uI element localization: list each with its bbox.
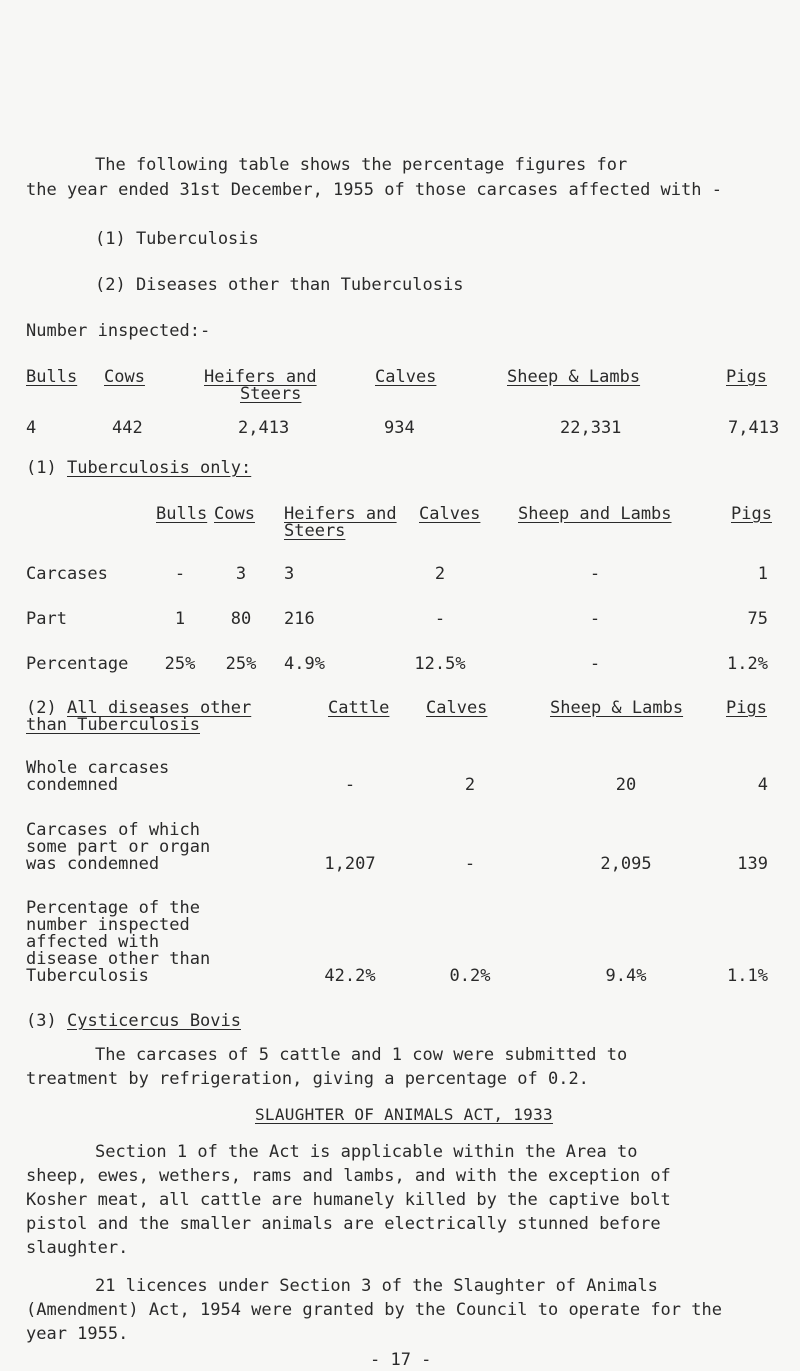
cysticercus-text-line-2: treatment by refrigeration, giving a percentage of 0.2. <box>26 1069 589 1089</box>
tb-cell: 1 <box>174 609 186 629</box>
slaughter-p1-line: pistol and the smaller animals are electrically stunned before <box>26 1214 661 1234</box>
other-section-title-line-1: All diseases other <box>67 698 252 718</box>
slaughter-p1-line: sheep, ewes, wethers, rams and lambs, and with the exception of <box>26 1166 671 1186</box>
inspected-header-heifers: Heifers and <box>204 367 317 387</box>
other-row-label: Whole carcases <box>26 758 170 778</box>
inspected-value-calves: 934 <box>384 418 415 438</box>
other-cell: 42.2% <box>324 966 376 986</box>
slaughter-heading: SLAUGHTER OF ANIMALS ACT, 1933 <box>255 1105 553 1124</box>
tb-cell: - <box>589 609 601 629</box>
tb-header-pigs: Pigs <box>731 504 772 524</box>
cysticercus-section-title: Cysticercus Bovis <box>67 1011 241 1031</box>
other-cell: - <box>464 854 476 874</box>
tb-cell: 2 <box>434 564 446 584</box>
tb-header-cows: Cows <box>214 504 255 524</box>
tb-cell: 80 <box>230 609 252 629</box>
tb-header-heifers: Heifers and <box>284 504 397 524</box>
tb-cell: 1 <box>757 564 768 584</box>
slaughter-p2-line: 21 licences under Section 3 of the Slaughter of Animals <box>95 1276 658 1296</box>
other-row-label: Tuberculosis <box>26 966 149 986</box>
tb-section-title: Tuberculosis only: <box>67 458 252 478</box>
tb-header-calves: Calves <box>419 504 481 524</box>
inspected-value-cows: 442 <box>112 418 143 438</box>
other-cell: - <box>344 775 356 795</box>
cysticercus-text-line-1: The carcases of 5 cattle and 1 cow were submitted to <box>95 1045 628 1065</box>
tb-header-bulls: Bulls <box>156 504 208 524</box>
slaughter-p1-line: Kosher meat, all cattle are humanely killed by the captive bolt <box>26 1190 671 1210</box>
tb-header-steers: Steers <box>284 521 346 541</box>
intro-line-1: The following table shows the percentage figures for <box>95 155 628 175</box>
inspected-value-pigs: 7,413 <box>728 418 780 438</box>
other-cell: 2 <box>464 775 476 795</box>
slaughter-p1-line: Section 1 of the Act is applicable within the Area to <box>95 1142 638 1162</box>
tb-section-number: (1) <box>26 458 57 478</box>
tb-row-label: Percentage <box>26 654 129 674</box>
inspected-header-pigs: Pigs <box>726 367 767 387</box>
tb-cell: - <box>434 609 446 629</box>
inspected-header-calves: Calves <box>375 367 437 387</box>
inspected-value-sheep: 22,331 <box>560 418 622 438</box>
other-section-title-line-2: than Tuberculosis <box>26 715 200 735</box>
inspected-value-bulls: 4 <box>26 418 37 438</box>
other-cell: 139 <box>737 854 768 874</box>
tb-cell: 216 <box>284 609 315 629</box>
tb-cell: 3 <box>235 564 247 584</box>
tb-cell: 12.5% <box>414 654 466 674</box>
other-cell: 1.1% <box>727 966 768 986</box>
tb-row-label: Part <box>26 609 67 629</box>
other-header-calves: Calves <box>426 698 488 718</box>
cysticercus-section-number: (3) <box>26 1011 57 1031</box>
tb-cell: 25% <box>225 654 257 674</box>
tb-cell: 25% <box>164 654 196 674</box>
tb-cell: 3 <box>284 564 295 584</box>
other-cell: 0.2% <box>449 966 491 986</box>
other-section-number: (2) <box>26 698 57 718</box>
other-cell: 2,095 <box>600 854 652 874</box>
tb-cell: 4.9% <box>284 654 325 674</box>
intro-item-1: (1) Tuberculosis <box>95 229 259 249</box>
other-row-label: disease other than <box>26 949 211 969</box>
other-cell: 9.4% <box>605 966 647 986</box>
other-header-sheep: Sheep & Lambs <box>550 698 684 718</box>
tb-cell: - <box>589 654 601 674</box>
other-row-label: some part or organ <box>26 837 211 857</box>
slaughter-p1-line: slaughter. <box>26 1238 129 1258</box>
other-cell: 1,207 <box>324 854 376 874</box>
inspected-label: Number inspected:- <box>26 321 211 341</box>
inspected-header-steers: Steers <box>240 384 302 404</box>
other-row-label: condemned <box>26 775 119 795</box>
other-row-label: affected with <box>26 932 160 952</box>
tb-cell: 75 <box>747 609 768 629</box>
inspected-header-cows: Cows <box>104 367 145 387</box>
other-header-cattle: Cattle <box>328 698 390 718</box>
tb-cell: - <box>589 564 601 584</box>
tb-header-sheep: Sheep and Lambs <box>518 504 672 524</box>
other-header-pigs: Pigs <box>726 698 767 718</box>
inspected-value-heifers: 2,413 <box>238 418 290 438</box>
other-row-label: Carcases of which <box>26 820 200 840</box>
intro-line-2: the year ended 31st December, 1955 of those carcases affected with - <box>26 180 722 200</box>
tb-cell: 1.2% <box>727 654 768 674</box>
tb-row-label: Carcases <box>26 564 108 584</box>
page-number: - 17 - <box>370 1350 432 1370</box>
other-cell: 4 <box>757 775 768 795</box>
intro-item-2: (2) Diseases other than Tuberculosis <box>95 275 464 295</box>
tb-cell: - <box>174 564 186 584</box>
inspected-header-sheep: Sheep & Lambs <box>507 367 641 387</box>
other-row-label: was condemned <box>26 854 160 874</box>
other-cell: 20 <box>615 775 637 795</box>
other-row-label: number inspected <box>26 915 190 935</box>
other-row-label: Percentage of the <box>26 898 200 918</box>
slaughter-p2-line: year 1955. <box>26 1324 129 1344</box>
slaughter-p2-line: (Amendment) Act, 1954 were granted by the Council to operate for the <box>26 1300 722 1320</box>
inspected-header-bulls: Bulls <box>26 367 78 387</box>
